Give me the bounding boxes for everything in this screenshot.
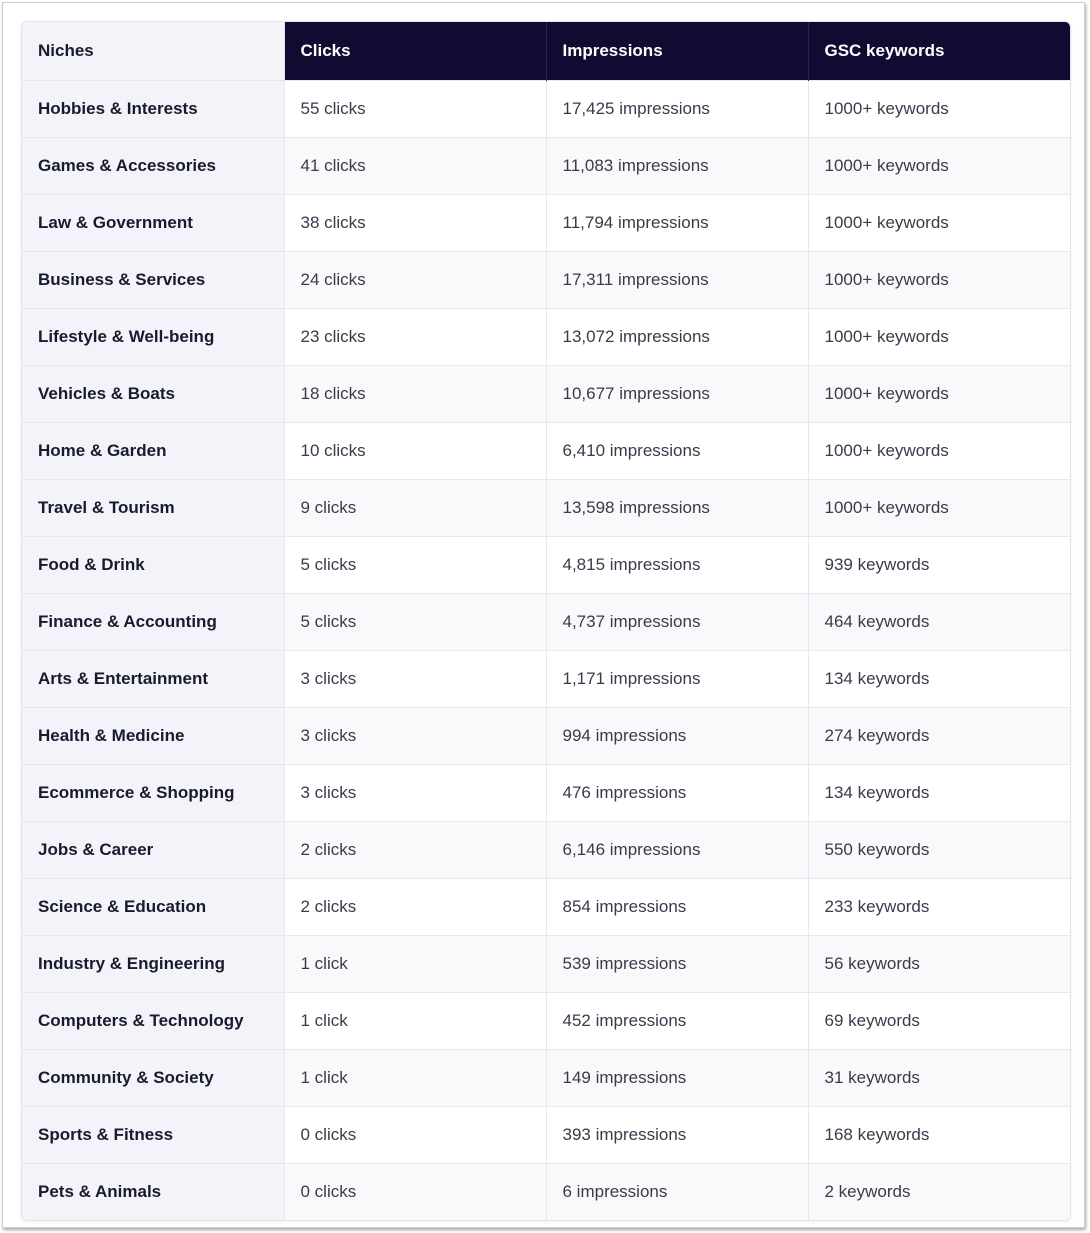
keywords-cell: 274 keywords (808, 707, 1070, 764)
impressions-cell: 6 impressions (546, 1163, 808, 1220)
table-row (22, 707, 1070, 764)
clicks-cell: 1 click (284, 992, 546, 1049)
niche-cell: Computers & Technology (22, 992, 284, 1049)
table-row (22, 1163, 1070, 1220)
clicks-cell: 3 clicks (284, 764, 546, 821)
niche-cell: Food & Drink (22, 536, 284, 593)
screenshot-frame (2, 2, 1085, 1228)
keywords-cell: 1000+ keywords (808, 422, 1070, 479)
impressions-cell: 149 impressions (546, 1049, 808, 1106)
niche-cell: Pets & Animals (22, 1163, 284, 1220)
impressions-cell: 476 impressions (546, 764, 808, 821)
table-row (22, 1106, 1070, 1163)
clicks-cell: 23 clicks (284, 308, 546, 365)
niche-cell: Sports & Fitness (22, 1106, 284, 1163)
table-row (22, 1049, 1070, 1106)
keywords-cell: 31 keywords (808, 1049, 1070, 1106)
niche-cell: Science & Education (22, 878, 284, 935)
table-row (22, 251, 1070, 308)
impressions-cell: 393 impressions (546, 1106, 808, 1163)
clicks-cell: 18 clicks (284, 365, 546, 422)
niche-cell: Industry & Engineering (22, 935, 284, 992)
keywords-cell: 939 keywords (808, 536, 1070, 593)
niche-cell: Home & Garden (22, 422, 284, 479)
clicks-cell: 41 clicks (284, 137, 546, 194)
table-row (22, 992, 1070, 1049)
table-row (22, 194, 1070, 251)
keywords-cell: 550 keywords (808, 821, 1070, 878)
niches-table (22, 22, 1070, 1220)
column-header-niches: Niches (22, 22, 284, 80)
clicks-cell: 9 clicks (284, 479, 546, 536)
header-row (22, 22, 1070, 80)
keywords-cell: 464 keywords (808, 593, 1070, 650)
table-body (22, 80, 1070, 1220)
niche-cell: Community & Society (22, 1049, 284, 1106)
impressions-cell: 17,311 impressions (546, 251, 808, 308)
table-row (22, 536, 1070, 593)
keywords-cell: 56 keywords (808, 935, 1070, 992)
clicks-cell: 1 click (284, 935, 546, 992)
niche-cell: Lifestyle & Well-being (22, 308, 284, 365)
niche-cell: Arts & Entertainment (22, 650, 284, 707)
impressions-cell: 11,083 impressions (546, 137, 808, 194)
clicks-cell: 5 clicks (284, 593, 546, 650)
keywords-cell: 1000+ keywords (808, 194, 1070, 251)
impressions-cell: 11,794 impressions (546, 194, 808, 251)
column-header-impressions: Impressions (546, 22, 808, 80)
impressions-cell: 10,677 impressions (546, 365, 808, 422)
impressions-cell: 1,171 impressions (546, 650, 808, 707)
niches-table-container (21, 21, 1071, 1221)
keywords-cell: 69 keywords (808, 992, 1070, 1049)
impressions-cell: 13,072 impressions (546, 308, 808, 365)
table-row (22, 878, 1070, 935)
niche-cell: Ecommerce & Shopping (22, 764, 284, 821)
table-row (22, 365, 1070, 422)
niche-cell: Finance & Accounting (22, 593, 284, 650)
niche-cell: Law & Government (22, 194, 284, 251)
impressions-cell: 6,410 impressions (546, 422, 808, 479)
keywords-cell: 168 keywords (808, 1106, 1070, 1163)
clicks-cell: 24 clicks (284, 251, 546, 308)
clicks-cell: 38 clicks (284, 194, 546, 251)
impressions-cell: 6,146 impressions (546, 821, 808, 878)
clicks-cell: 55 clicks (284, 80, 546, 137)
table-row (22, 80, 1070, 137)
niche-cell: Hobbies & Interests (22, 80, 284, 137)
column-header-clicks: Clicks (284, 22, 546, 80)
clicks-cell: 1 click (284, 1049, 546, 1106)
impressions-cell: 13,598 impressions (546, 479, 808, 536)
impressions-cell: 994 impressions (546, 707, 808, 764)
table-row (22, 137, 1070, 194)
clicks-cell: 2 clicks (284, 878, 546, 935)
impressions-cell: 539 impressions (546, 935, 808, 992)
niche-cell: Jobs & Career (22, 821, 284, 878)
keywords-cell: 134 keywords (808, 764, 1070, 821)
keywords-cell: 233 keywords (808, 878, 1070, 935)
niche-cell: Vehicles & Boats (22, 365, 284, 422)
keywords-cell: 1000+ keywords (808, 308, 1070, 365)
table-row (22, 593, 1070, 650)
clicks-cell: 10 clicks (284, 422, 546, 479)
impressions-cell: 17,425 impressions (546, 80, 808, 137)
clicks-cell: 3 clicks (284, 707, 546, 764)
impressions-cell: 854 impressions (546, 878, 808, 935)
niche-cell: Games & Accessories (22, 137, 284, 194)
keywords-cell: 1000+ keywords (808, 251, 1070, 308)
table-header (22, 22, 1070, 80)
table-row (22, 935, 1070, 992)
keywords-cell: 134 keywords (808, 650, 1070, 707)
niche-cell: Business & Services (22, 251, 284, 308)
table-row (22, 479, 1070, 536)
niche-cell: Health & Medicine (22, 707, 284, 764)
clicks-cell: 3 clicks (284, 650, 546, 707)
impressions-cell: 452 impressions (546, 992, 808, 1049)
table-row (22, 821, 1070, 878)
clicks-cell: 0 clicks (284, 1106, 546, 1163)
table-row (22, 650, 1070, 707)
clicks-cell: 5 clicks (284, 536, 546, 593)
clicks-cell: 2 clicks (284, 821, 546, 878)
impressions-cell: 4,815 impressions (546, 536, 808, 593)
keywords-cell: 1000+ keywords (808, 365, 1070, 422)
niche-cell: Travel & Tourism (22, 479, 284, 536)
keywords-cell: 1000+ keywords (808, 137, 1070, 194)
keywords-cell: 1000+ keywords (808, 479, 1070, 536)
column-header-keywords: GSC keywords (808, 22, 1070, 80)
keywords-cell: 2 keywords (808, 1163, 1070, 1220)
keywords-cell: 1000+ keywords (808, 80, 1070, 137)
table-row (22, 308, 1070, 365)
clicks-cell: 0 clicks (284, 1163, 546, 1220)
table-row (22, 764, 1070, 821)
impressions-cell: 4,737 impressions (546, 593, 808, 650)
table-row (22, 422, 1070, 479)
